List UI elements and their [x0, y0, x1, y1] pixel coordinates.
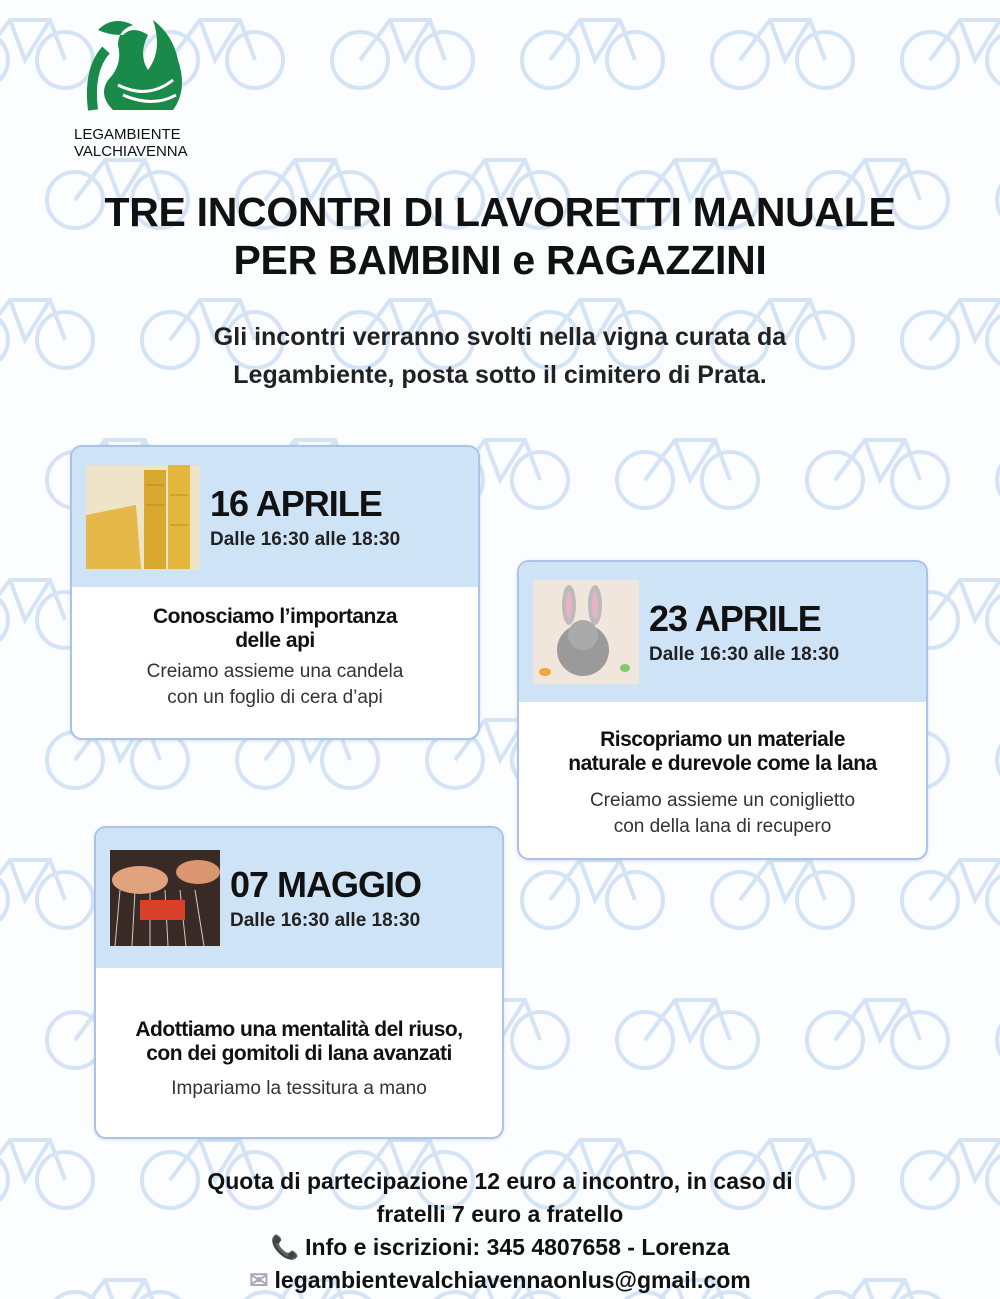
- bicycle-icon: [902, 860, 1000, 928]
- title-line1: TRE INCONTRI DI LAVORETTI MANUALE: [104, 189, 896, 235]
- bicycle-icon: [522, 860, 663, 928]
- bicycle-icon: [0, 860, 93, 928]
- bicycle-icon: [712, 860, 853, 928]
- bicycle-icon: [807, 440, 948, 508]
- event-card-07-maggio: [94, 826, 504, 1139]
- event-date: 23 APRILE: [649, 598, 821, 639]
- subtitle-line2: Legambiente, posta sotto il cimitero di Prata.: [233, 361, 767, 389]
- event-description: Creiamo assieme una candela con un foglio di cera d’api: [146, 661, 404, 708]
- event-topic: Conosciamo l’importanza delle api: [152, 605, 398, 652]
- event-time: Dalle 16:30 alle 18:30: [230, 910, 421, 931]
- hand-weaving-photo: [110, 850, 220, 946]
- page-title: [0, 188, 1000, 284]
- legambiente-logo: [70, 10, 210, 160]
- event-description: Impariamo la tessitura a mano: [171, 1078, 427, 1099]
- bicycle-icon: [617, 1000, 758, 1068]
- bicycle-icon: [617, 440, 758, 508]
- event-topic: Riscopriamo un materiale naturale e durevole come la lana: [568, 728, 877, 775]
- contact-email[interactable]: [0, 1264, 1000, 1297]
- contact-phone: [0, 1231, 1000, 1264]
- logo-line2: VALCHIAVENNA: [74, 143, 188, 160]
- bicycle-icon: [522, 20, 663, 88]
- bicycle-icon: [712, 20, 853, 88]
- event-description: Creiamo assieme un coniglietto con della lana di recupero: [589, 790, 856, 837]
- subtitle: [0, 318, 1000, 394]
- event-date: 16 APRILE: [210, 483, 382, 524]
- contact-email-text[interactable]: legambientevalchiavennaonlus@gmail.com: [274, 1267, 751, 1293]
- contact-phone-text: Info e iscrizioni: 345 4807658 - Lorenza: [305, 1234, 730, 1260]
- event-card-16-aprile: [70, 445, 480, 740]
- event-time: Dalle 16:30 alle 18:30: [210, 529, 401, 550]
- footer-info: [0, 1165, 1000, 1297]
- fee-line1: Quota di partecipazione 12 euro a incontro, in caso di: [207, 1168, 793, 1194]
- wool-bunny-photo: [533, 580, 639, 684]
- phone-icon: 📞: [270, 1234, 300, 1260]
- bicycle-icon: [902, 20, 1000, 88]
- swan-logo-icon: [78, 10, 190, 122]
- beeswax-candles-photo: [86, 465, 200, 569]
- event-date: 07 MAGGIO: [230, 864, 422, 905]
- bicycle-icon: [807, 1000, 948, 1068]
- subtitle-line1: Gli incontri verranno svolti nella vigna curata da: [213, 323, 787, 351]
- bicycle-icon: [332, 20, 473, 88]
- logo-line1: LEGAMBIENTE: [74, 126, 181, 143]
- title-line2: PER BAMBINI e RAGAZZINI: [233, 237, 767, 283]
- event-time: Dalle 16:30 alle 18:30: [649, 644, 840, 665]
- event-topic: Adottiamo una mentalità del riuso, con dei gomitoli di lana avanzati: [135, 1018, 463, 1065]
- envelope-icon: ✉: [249, 1267, 269, 1293]
- fee-line2: fratelli 7 euro a fratello: [376, 1201, 624, 1227]
- event-card-23-aprile: [517, 560, 928, 860]
